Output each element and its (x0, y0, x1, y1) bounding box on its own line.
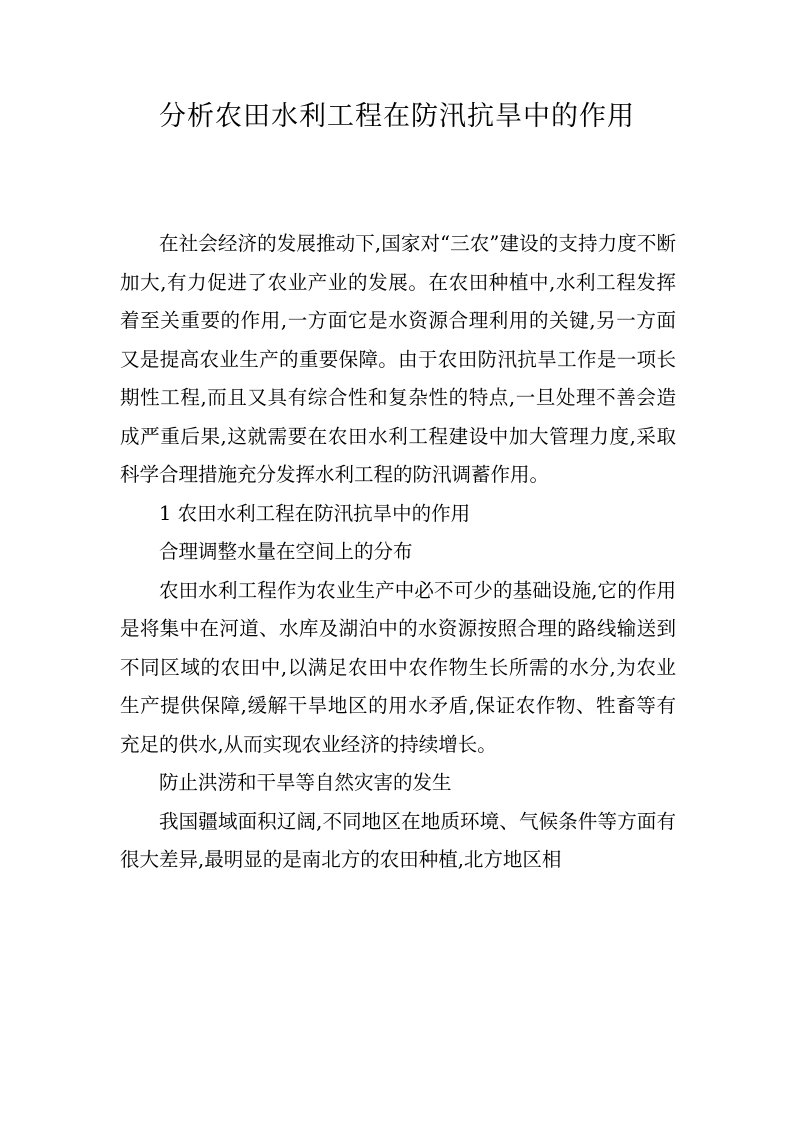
body-paragraph: 农田水利工程作为农业生产中必不可少的基础设施,它的作用是将集中在河道、水库及湖泊中的水资源按照合理的路线输送到不同区域的农田中,以满足农田中农作物生长所需的水分,为农业生产提供保障,缓解干旱地区的用水矛盾,保证农作物、牲畜等有充足的供水,从而实现农业经济的持续增长。 (120, 578, 676, 756)
subsection-heading: 合理调整水量在空间上的分布 (159, 540, 413, 563)
document-title: 分析农田水利工程在防汛抗旱中的作用 (159, 101, 635, 132)
section-heading: 1 农田水利工程在防汛抗旱中的作用 (159, 501, 471, 525)
intro-paragraph: 在社会经济的发展推动下,国家对“三农”建设的支持力度不断加大,有力促进了农业产业的发展。在农田种植中,水利工程发挥着至关重要的作用,一方面它是水资源合理利用的关键,另一方面又是提高农业生产的重要保障。由于农田防汛抗旱工作是一项长期性工程,而且又具有综合性和复杂性的特点,一旦处理不善会造成严重后果,这就需要在农田水利工程建设中加大管理力度,采取科学合理措施充分发挥水利工程的防汛调蓄作用。 (120, 232, 676, 486)
subsection-heading: 防止洪涝和干旱等自然灾害的发生 (159, 771, 452, 794)
body-paragraph: 我国疆域面积辽阔,不同地区在地质环境、气候条件等方面有很大差异,最明显的是南北方的农田种植,北方地区相 (120, 809, 676, 871)
document-body (120, 225, 676, 880)
